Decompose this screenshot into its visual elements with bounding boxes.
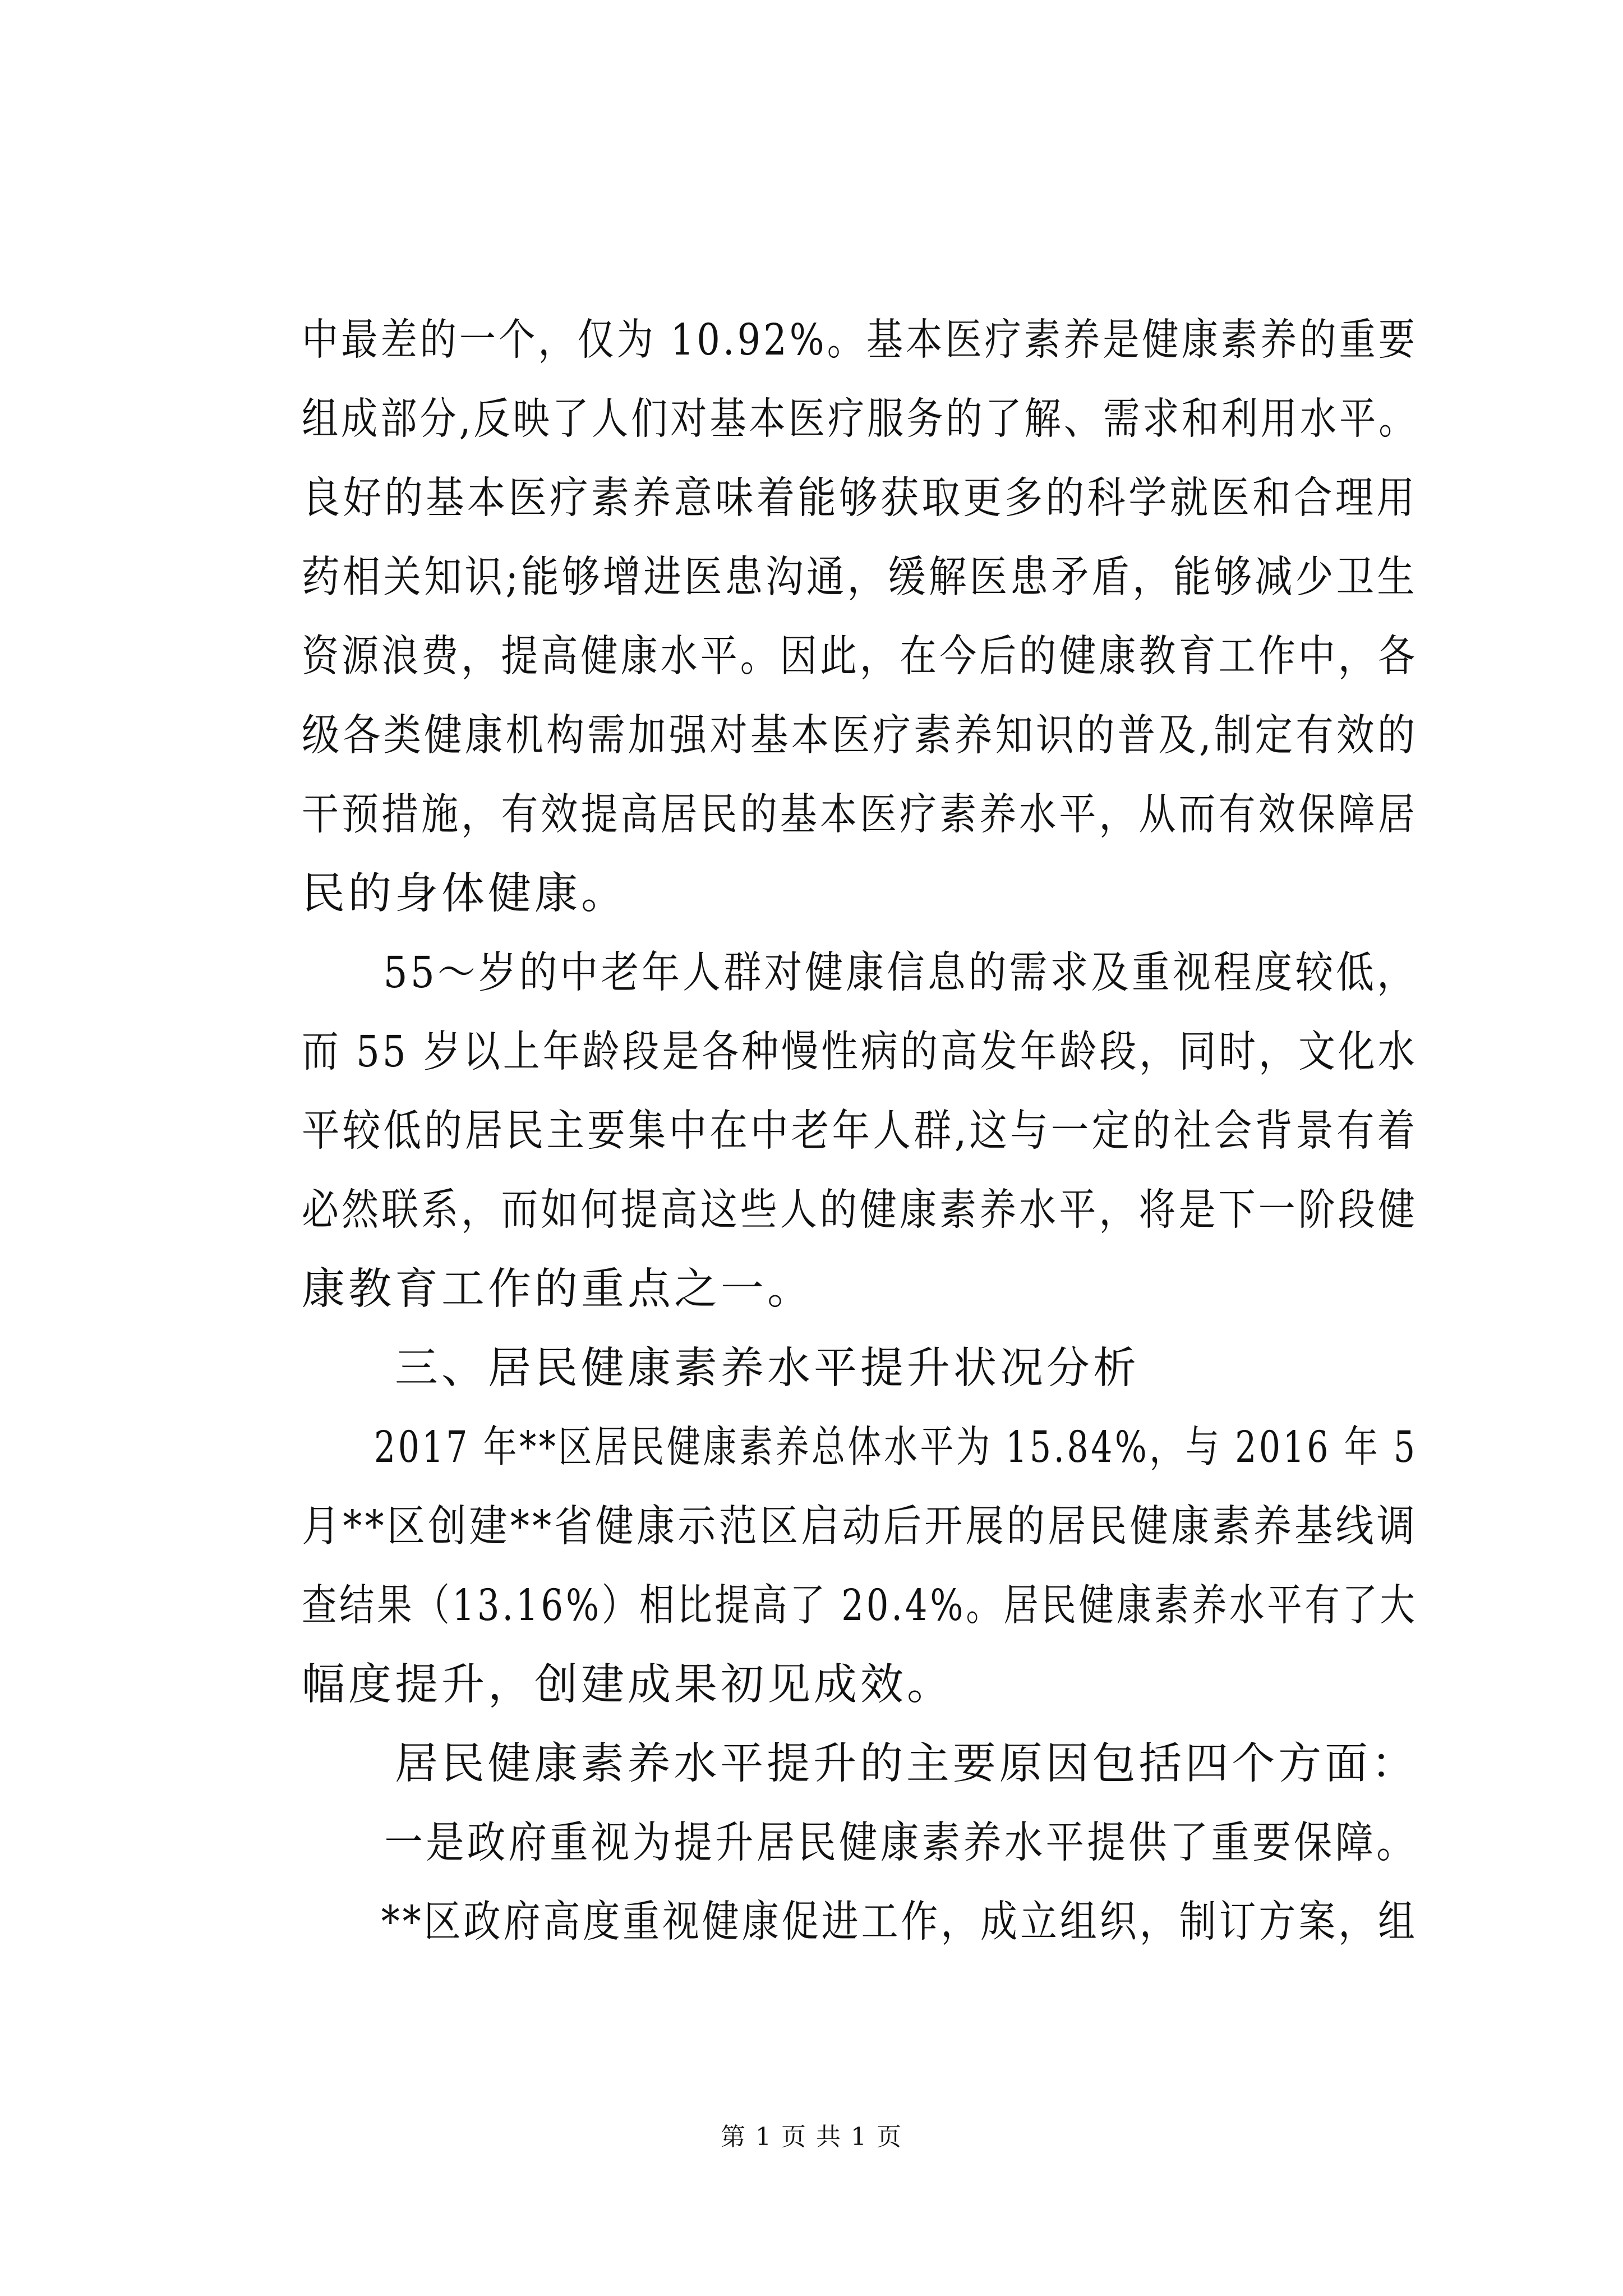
text-line: 平较低的居民主要集中在中老年人群,这与一定的社会背景有着 [302,1106,1418,1156]
paragraph-start-line: 居民健康素养水平提升的主要原因包括四个方面： [394,1739,1418,1789]
text-line: 组成部分,反映了人们对基本医疗服务的了解、需求和利用水平。 [302,394,1418,444]
text-line: 康教育工作的重点之一。 [302,1264,814,1314]
text-line: 月**区创建**省健康示范区启动后开展的居民健康素养基线调 [302,1502,1418,1552]
paragraph-start-line: 2017 年**区居民健康素养总体水平为 15.84%，与 2016 年 5 [374,1423,1418,1473]
text-line: 幅度提升，创建成果初见成效。 [302,1660,953,1710]
text-line: 民的身体健康。 [302,869,628,919]
page-footer [0,2120,1623,2154]
text-line: 级各类健康机构需加强对基本医疗素养知识的普及,制定有效的 [302,711,1418,761]
section-heading: 三、居民健康素养水平提升状况分析 [395,1343,1140,1393]
paragraph-start-line: **区政府高度重视健康促进工作，成立组织，制订方案，组 [381,1897,1418,1947]
text-line: 查结果（13.16%）相比提高了 20.4%。居民健康素养水平有了大 [302,1581,1418,1631]
text-line: 中最差的一个，仅为 10.92%。基本医疗素养是健康素养的重要 [302,315,1418,365]
text-line: 资源浪费，提高健康水平。因此，在今后的健康教育工作中，各 [302,632,1418,682]
document-body [302,301,1418,1962]
text-line: 药相关知识;能够增进医患沟通，缓解医患矛盾，能够减少卫生 [302,553,1418,602]
text-line: 必然联系，而如何提高这些人的健康素养水平，将是下一阶段健 [302,1185,1418,1235]
text-line: 干预措施，有效提高居民的基本医疗素养水平，从而有效保障居 [302,790,1418,840]
paragraph-start-line: 55～岁的中老年人群对健康信息的需求及重视程度较低， [383,948,1418,998]
page-number-label: 第 1 页 共 1 页 [721,2123,902,2151]
text-line: 良好的基本医疗素养意味着能够获取更多的科学就医和合理用 [302,473,1418,523]
text-line: 而 55 岁以上年龄段是各种慢性病的高发年龄段，同时，文化水 [302,1027,1418,1077]
paragraph-start-line: 一是政府重视为提升居民健康素养水平提供了重要保障。 [384,1818,1418,1868]
